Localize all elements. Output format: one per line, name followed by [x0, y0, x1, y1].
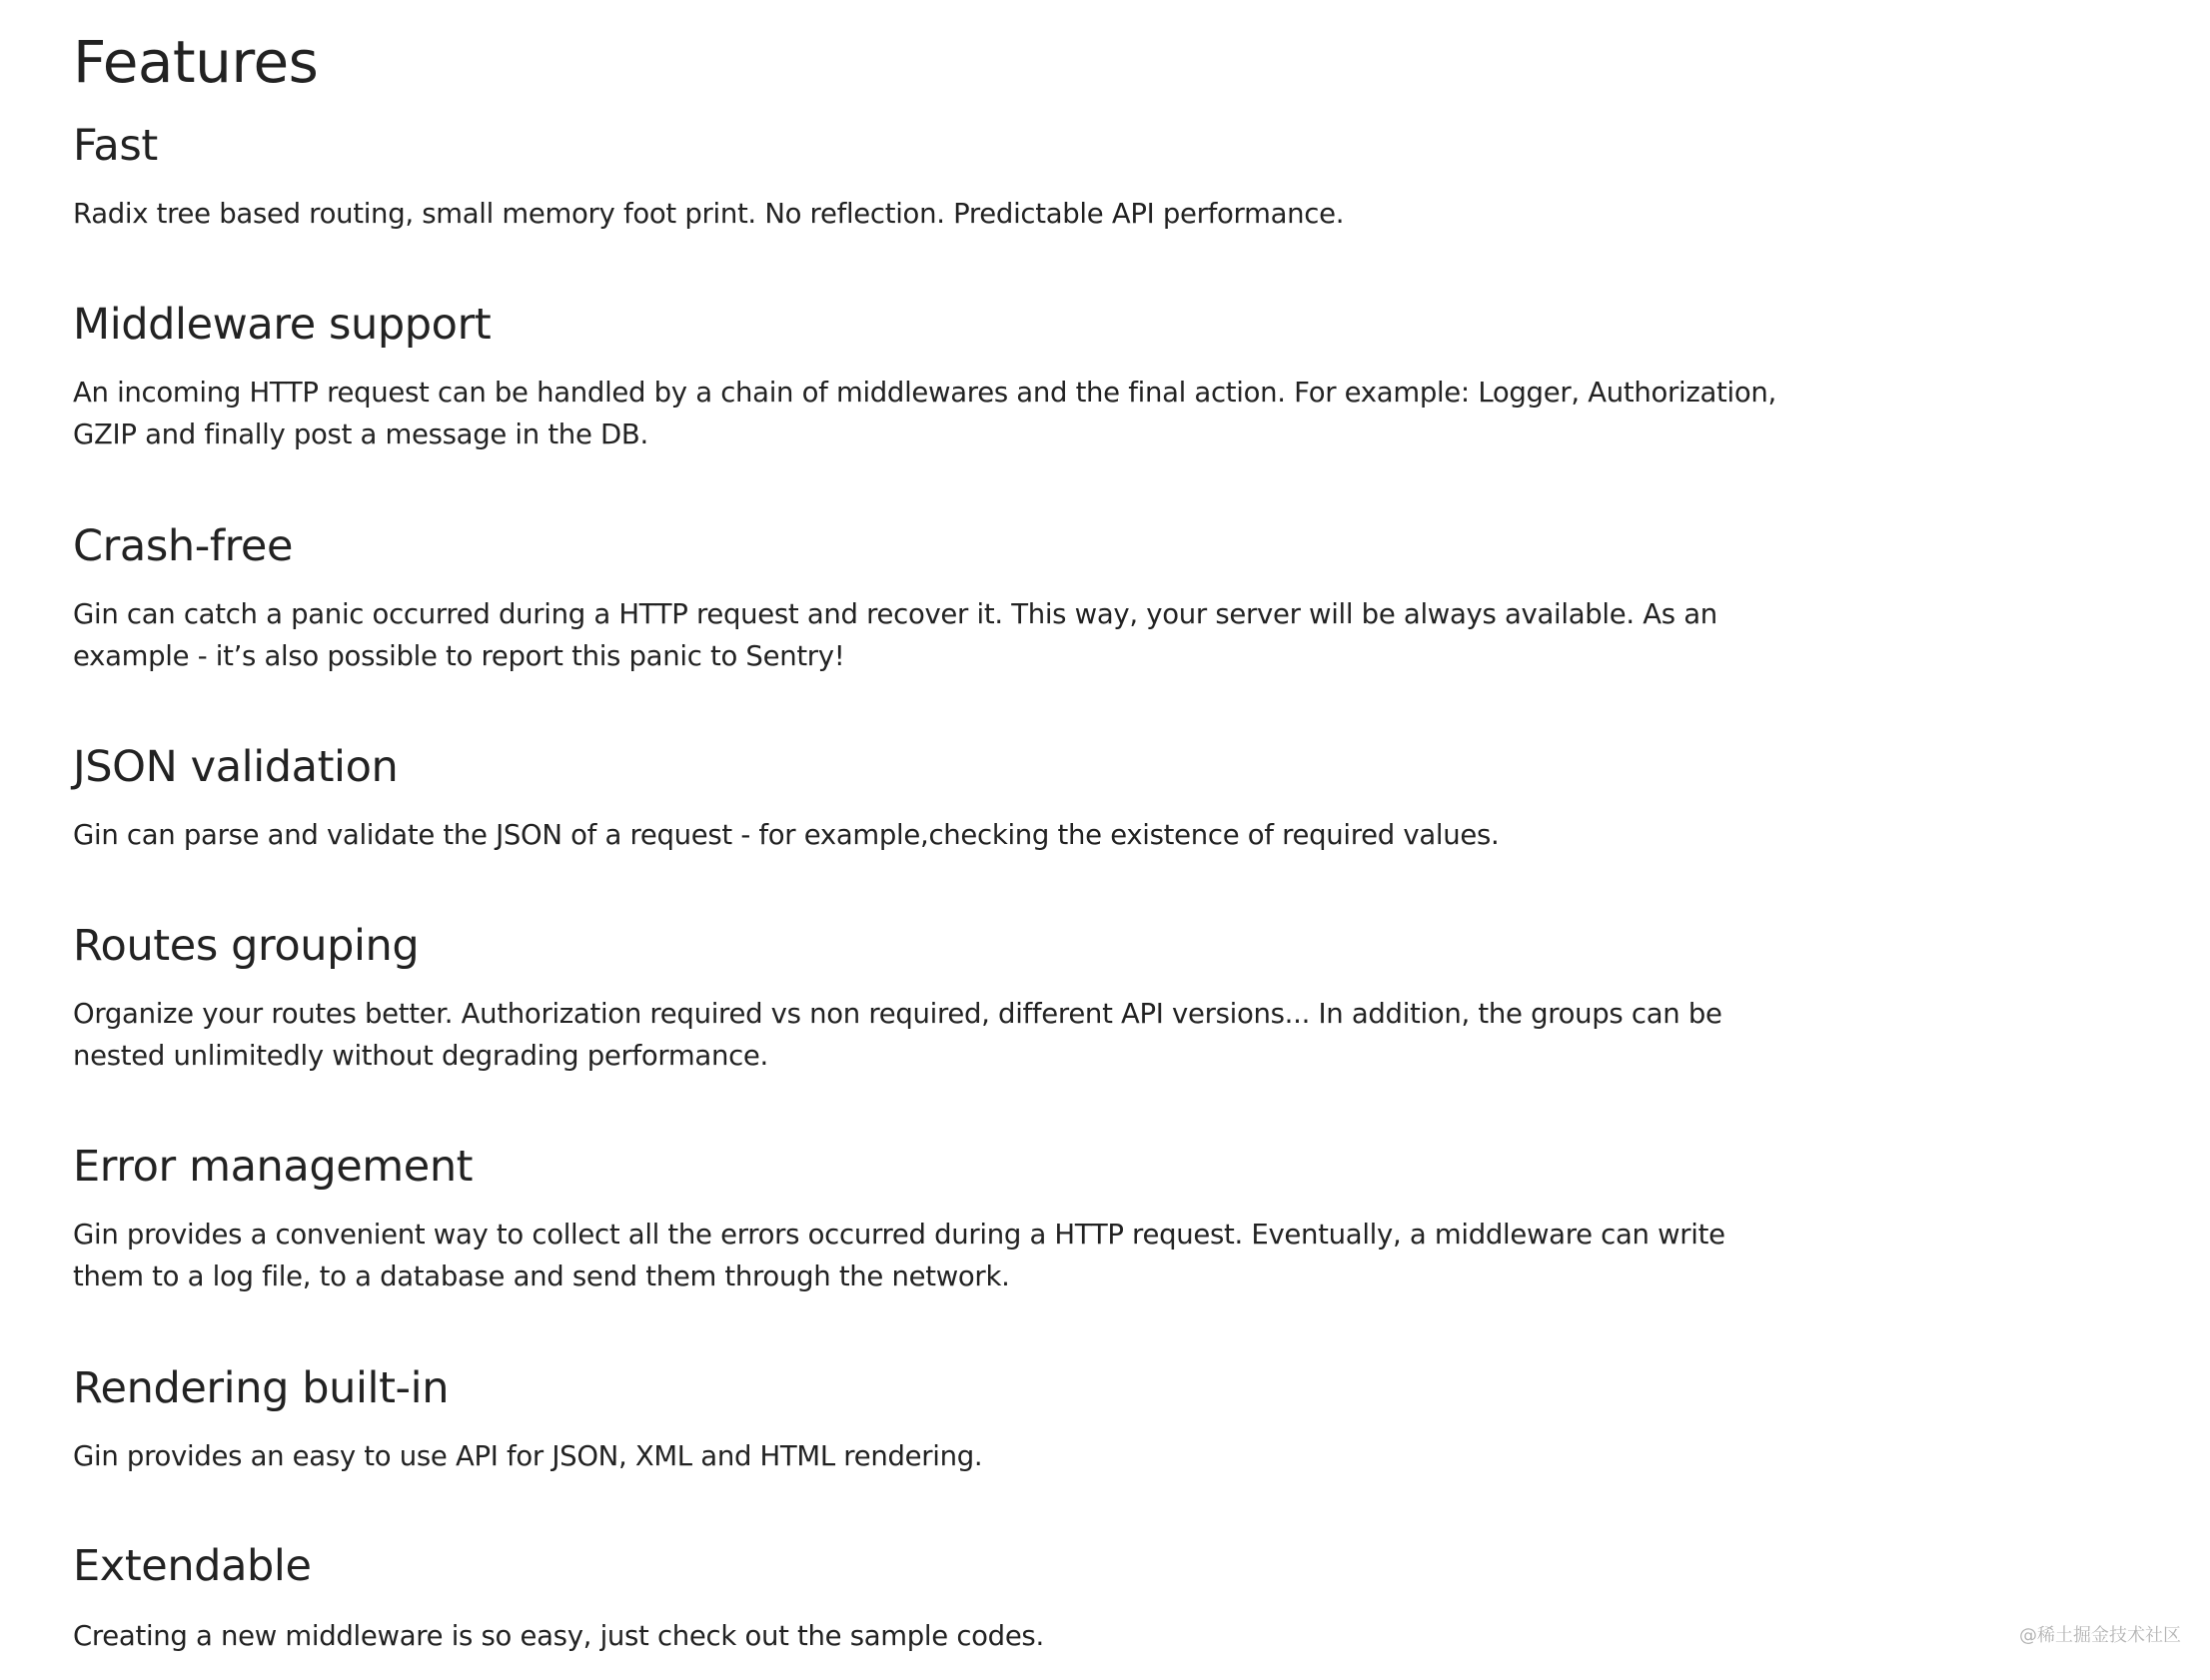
section-heading: Routes grouping: [73, 921, 420, 971]
section-routes-grouping: [73, 918, 1791, 1072]
section-heading: Rendering built-in: [73, 1363, 450, 1413]
section-heading: JSON validation: [73, 742, 399, 792]
section-body: Organize your routes better. Authorization required vs non required, different API versions... In addition, the groups can be nested unlimitedly without degrading performance.: [73, 998, 1722, 1072]
section-body: Gin can catch a panic occurred during a HTTP request and recover it. This way, your server will be always available. As an example - it’s also possible to report this panic to Sentry!: [73, 598, 1717, 672]
section-json-validation: [73, 739, 1791, 851]
section-middleware-support: [73, 297, 1791, 450]
section-rendering-built-in: [73, 1360, 1791, 1472]
section-heading: Error management: [73, 1142, 474, 1192]
section-body: An incoming HTTP request can be handled by a chain of middlewares and the final action. For example: Logger, Authorization, GZIP and finally post a message in the DB.: [73, 377, 1776, 450]
page-title: Features: [73, 28, 319, 96]
section-crash-free: [73, 518, 1791, 672]
section-heading: Fast: [73, 121, 158, 171]
section-extendable: [73, 1538, 1791, 1652]
section-body: Gin provides a convenient way to collect all the errors occurred during a HTTP request. Eventually, a middleware can write them to a log file, to a database and send them through the network.: [73, 1219, 1725, 1292]
section-heading: Crash-free: [73, 521, 294, 571]
section-body: Creating a new middleware is so easy, just check out the sample codes.: [73, 1620, 1044, 1652]
section-fast: [73, 118, 1791, 230]
section-body: Gin can parse and validate the JSON of a request - for example,checking the existence of required values.: [73, 819, 1500, 851]
section-heading: Extendable: [73, 1541, 312, 1591]
section-heading: Middleware support: [73, 300, 492, 350]
section-error-management: [73, 1139, 1791, 1292]
section-body: Radix tree based routing, small memory foot print. No reflection. Predictable API performance.: [73, 198, 1345, 230]
section-body: Gin provides an easy to use API for JSON, XML and HTML rendering.: [73, 1440, 983, 1472]
watermark: @稀土掘金技术社区: [2019, 1625, 2181, 1646]
